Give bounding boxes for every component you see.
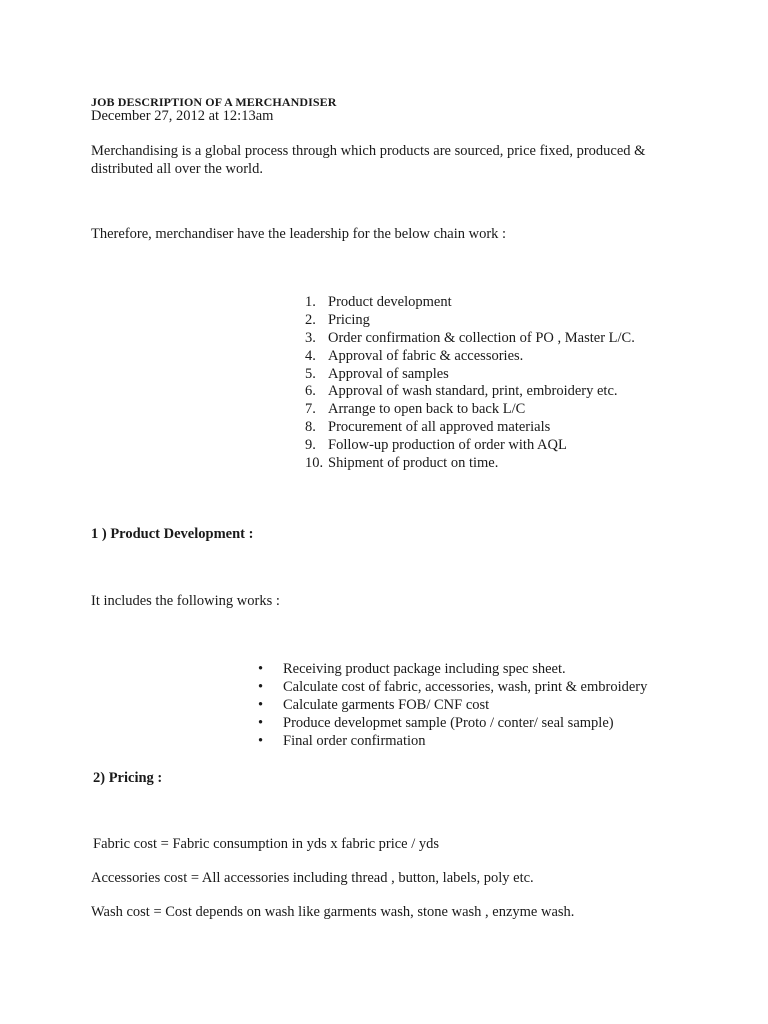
bullet-icon: • — [258, 697, 264, 713]
list-item — [305, 348, 635, 366]
bullet-icon: • — [258, 715, 264, 731]
list-item — [305, 383, 635, 401]
list-number: 10. — [305, 455, 324, 472]
chain-intro-paragraph: Therefore, merchandiser have the leadership for the below chain work : — [91, 226, 507, 242]
list-number: 9. — [305, 437, 316, 454]
fabric-cost-paragraph: Fabric cost = Fabric consumption in yds x fabric price / yds — [93, 836, 440, 852]
accessories-cost-paragraph: Accessories cost = All accessories including thread , button, labels, poly etc. — [91, 870, 534, 886]
list-item — [258, 678, 647, 696]
bullet-icon: • — [258, 679, 264, 695]
list-number: 7. — [305, 401, 316, 418]
section-heading-pricing: 2) Pricing : — [93, 770, 163, 786]
list-number: 2. — [305, 311, 316, 328]
document-title: JOB DESCRIPTION OF A MERCHANDISER — [91, 95, 337, 109]
bullet-icon: • — [258, 733, 264, 749]
list-number: 6. — [305, 383, 316, 400]
list-item — [305, 401, 635, 419]
list-item-text: Approval of wash standard, print, embroidery etc. — [328, 383, 618, 400]
bullet-icon: • — [258, 661, 264, 677]
list-item — [305, 437, 635, 455]
post-date: December 27, 2012 at 12:13am — [91, 108, 274, 124]
list-item — [305, 312, 635, 330]
intro-paragraph-line2: distributed all over the world. — [91, 161, 263, 177]
wash-cost-paragraph: Wash cost = Cost depends on wash like garments wash, stone wash , enzyme wash. — [91, 904, 575, 920]
list-item — [305, 419, 635, 437]
list-item — [258, 732, 647, 750]
chain-work-list — [305, 294, 635, 473]
list-item-text: Procurement of all approved materials — [328, 419, 551, 436]
list-item — [305, 455, 635, 473]
list-item-text: Arrange to open back to back L/C — [328, 401, 526, 418]
list-item-text: Product development — [328, 294, 452, 310]
list-item-text: Receiving product package including spec sheet. — [283, 661, 566, 677]
list-item — [258, 660, 647, 678]
list-item-text: Follow-up production of order with AQL — [328, 437, 567, 454]
section-intro-paragraph: It includes the following works : — [91, 593, 280, 609]
list-item-text: Final order confirmation — [283, 733, 426, 749]
list-item-text: Calculate cost of fabric, accessories, wash, print & embroidery — [283, 679, 648, 695]
list-item — [305, 330, 635, 348]
list-item-text: Approval of samples — [328, 365, 449, 382]
section-heading-product-development: 1 ) Product Development : — [91, 526, 254, 542]
list-item-text: Pricing — [328, 311, 370, 328]
product-development-list — [258, 660, 647, 750]
list-item-text: Order confirmation & collection of PO , Master L/C. — [328, 329, 635, 346]
list-number: 8. — [305, 419, 316, 436]
list-number: 3. — [305, 329, 316, 346]
list-item-text: Approval of fabric & accessories. — [328, 347, 524, 364]
list-item-text: Calculate garments FOB/ CNF cost — [283, 697, 490, 713]
list-number: 5. — [305, 365, 316, 382]
list-number: 4. — [305, 347, 316, 364]
list-item — [258, 696, 647, 714]
list-item-text: Shipment of product on time. — [328, 455, 499, 472]
list-item — [305, 294, 635, 312]
list-item — [258, 714, 647, 732]
list-number: 1. — [305, 294, 316, 310]
intro-paragraph-line1: Merchandising is a global process through which products are sourced, price fixed, produced & — [91, 143, 646, 159]
list-item — [305, 366, 635, 384]
list-item-text: Produce developmet sample (Proto / conter/ seal sample) — [283, 715, 614, 731]
